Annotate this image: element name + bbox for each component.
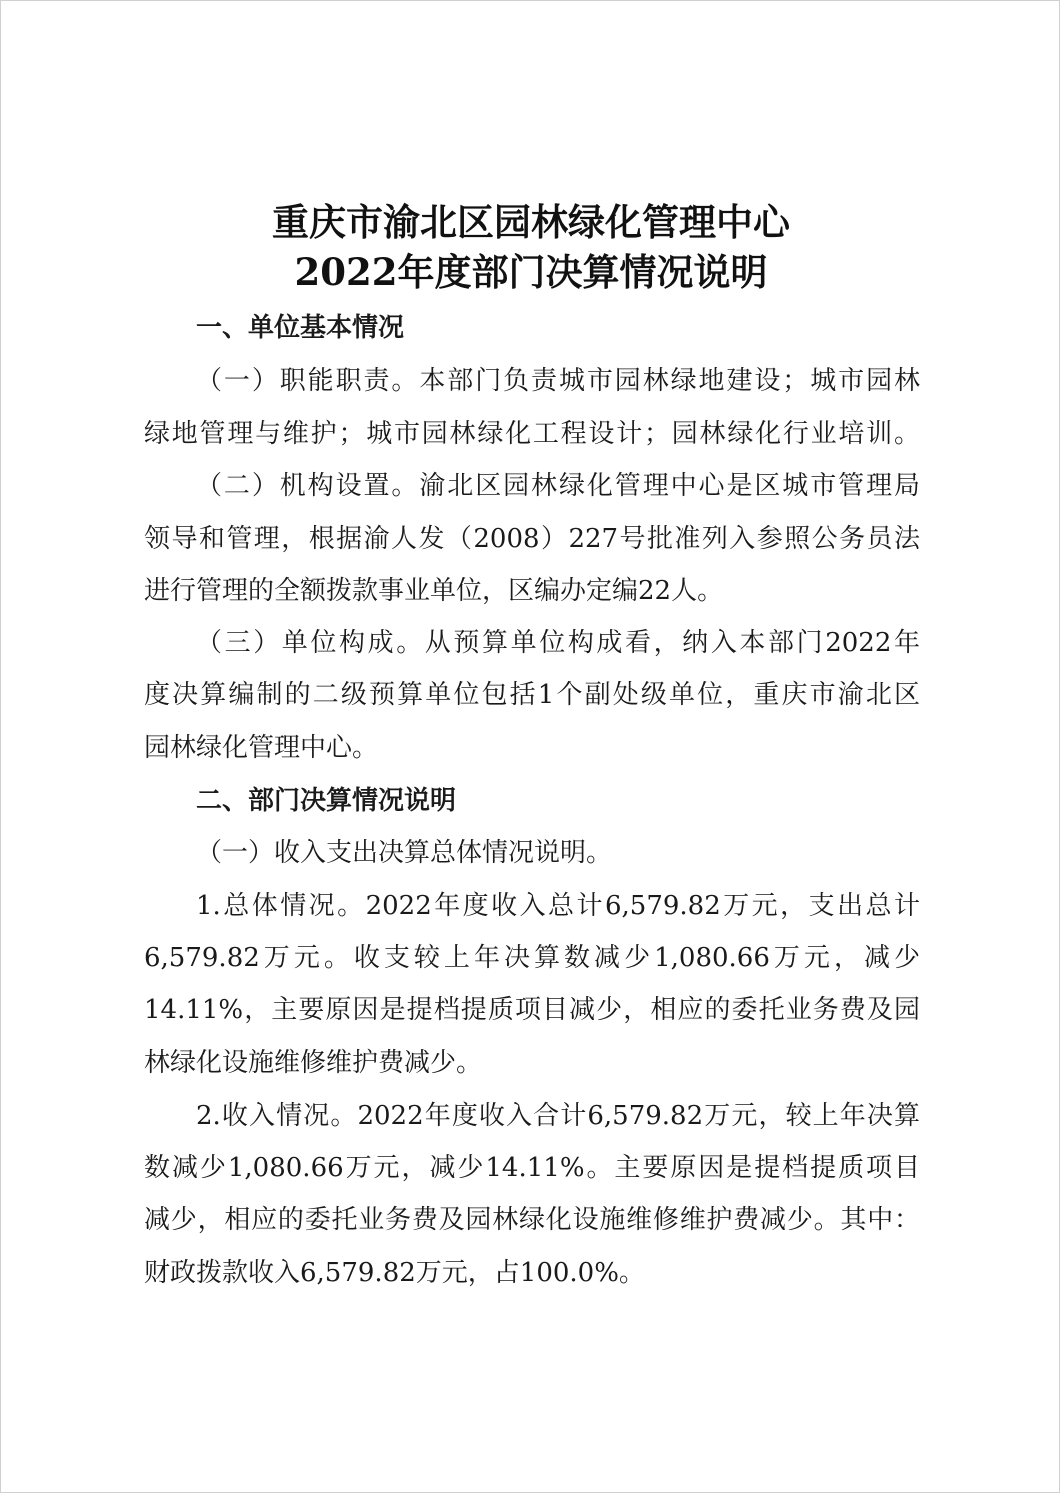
paragraph-line: 14.11%，主要原因是提档提质项目减少，相应的委托业务费及园 <box>144 995 920 1025</box>
paragraph-line: 林绿化设施维修维护费减少。 <box>144 1048 483 1078</box>
paragraph-line: （三）单位构成。从预算单位构成看，纳入本部门2022年 <box>196 628 920 658</box>
section-heading-final-accounts: 二、部门决算情况说明 <box>196 786 457 816</box>
paragraph-line: 1.总体情况。2022年度收入总计6,579.82万元，支出总计 <box>196 891 920 921</box>
paragraph-line: 绿地管理与维护；城市园林绿化工程设计；园林绿化行业培训。 <box>144 419 920 449</box>
paragraph-line: 度决算编制的二级预算单位包括1个副处级单位，重庆市渝北区 <box>144 680 920 710</box>
paragraph-line: （一）职能职责。本部门负责城市园林绿地建设；城市园林 <box>196 366 920 396</box>
section-heading-basic-info: 一、单位基本情况 <box>196 313 405 343</box>
paragraph-line: （一）收入支出决算总体情况说明。 <box>196 838 613 868</box>
paragraph-line: 6,579.82万元。收支较上年决算数减少1,080.66万元，减少 <box>144 943 920 973</box>
paragraph-line: 2.收入情况。2022年度收入合计6,579.82万元，较上年决算 <box>196 1101 920 1131</box>
document-title-line-1: 重庆市渝北区园林绿化管理中心 <box>272 200 790 244</box>
paragraph-line: （二）机构设置。渝北区园林绿化管理中心是区城市管理局 <box>196 471 920 501</box>
paragraph-line: 财政拨款收入6,579.82万元，占100.0%。 <box>144 1258 645 1288</box>
paragraph-line: 减少，相应的委托业务费及园林绿化设施维修维护费减少。其中： <box>144 1205 920 1235</box>
document-title-line-2: 2022年度部门决算情况说明 <box>294 250 768 294</box>
paragraph-line: 园林绿化管理中心。 <box>144 733 379 763</box>
paragraph-line: 领导和管理，根据渝人发（2008）227号批准列入参照公务员法 <box>144 524 920 554</box>
paragraph-line: 数减少1,080.66万元，减少14.11%。主要原因是提档提质项目 <box>144 1153 920 1183</box>
paragraph-line: 进行管理的全额拨款事业单位，区编办定编22人。 <box>144 576 724 606</box>
